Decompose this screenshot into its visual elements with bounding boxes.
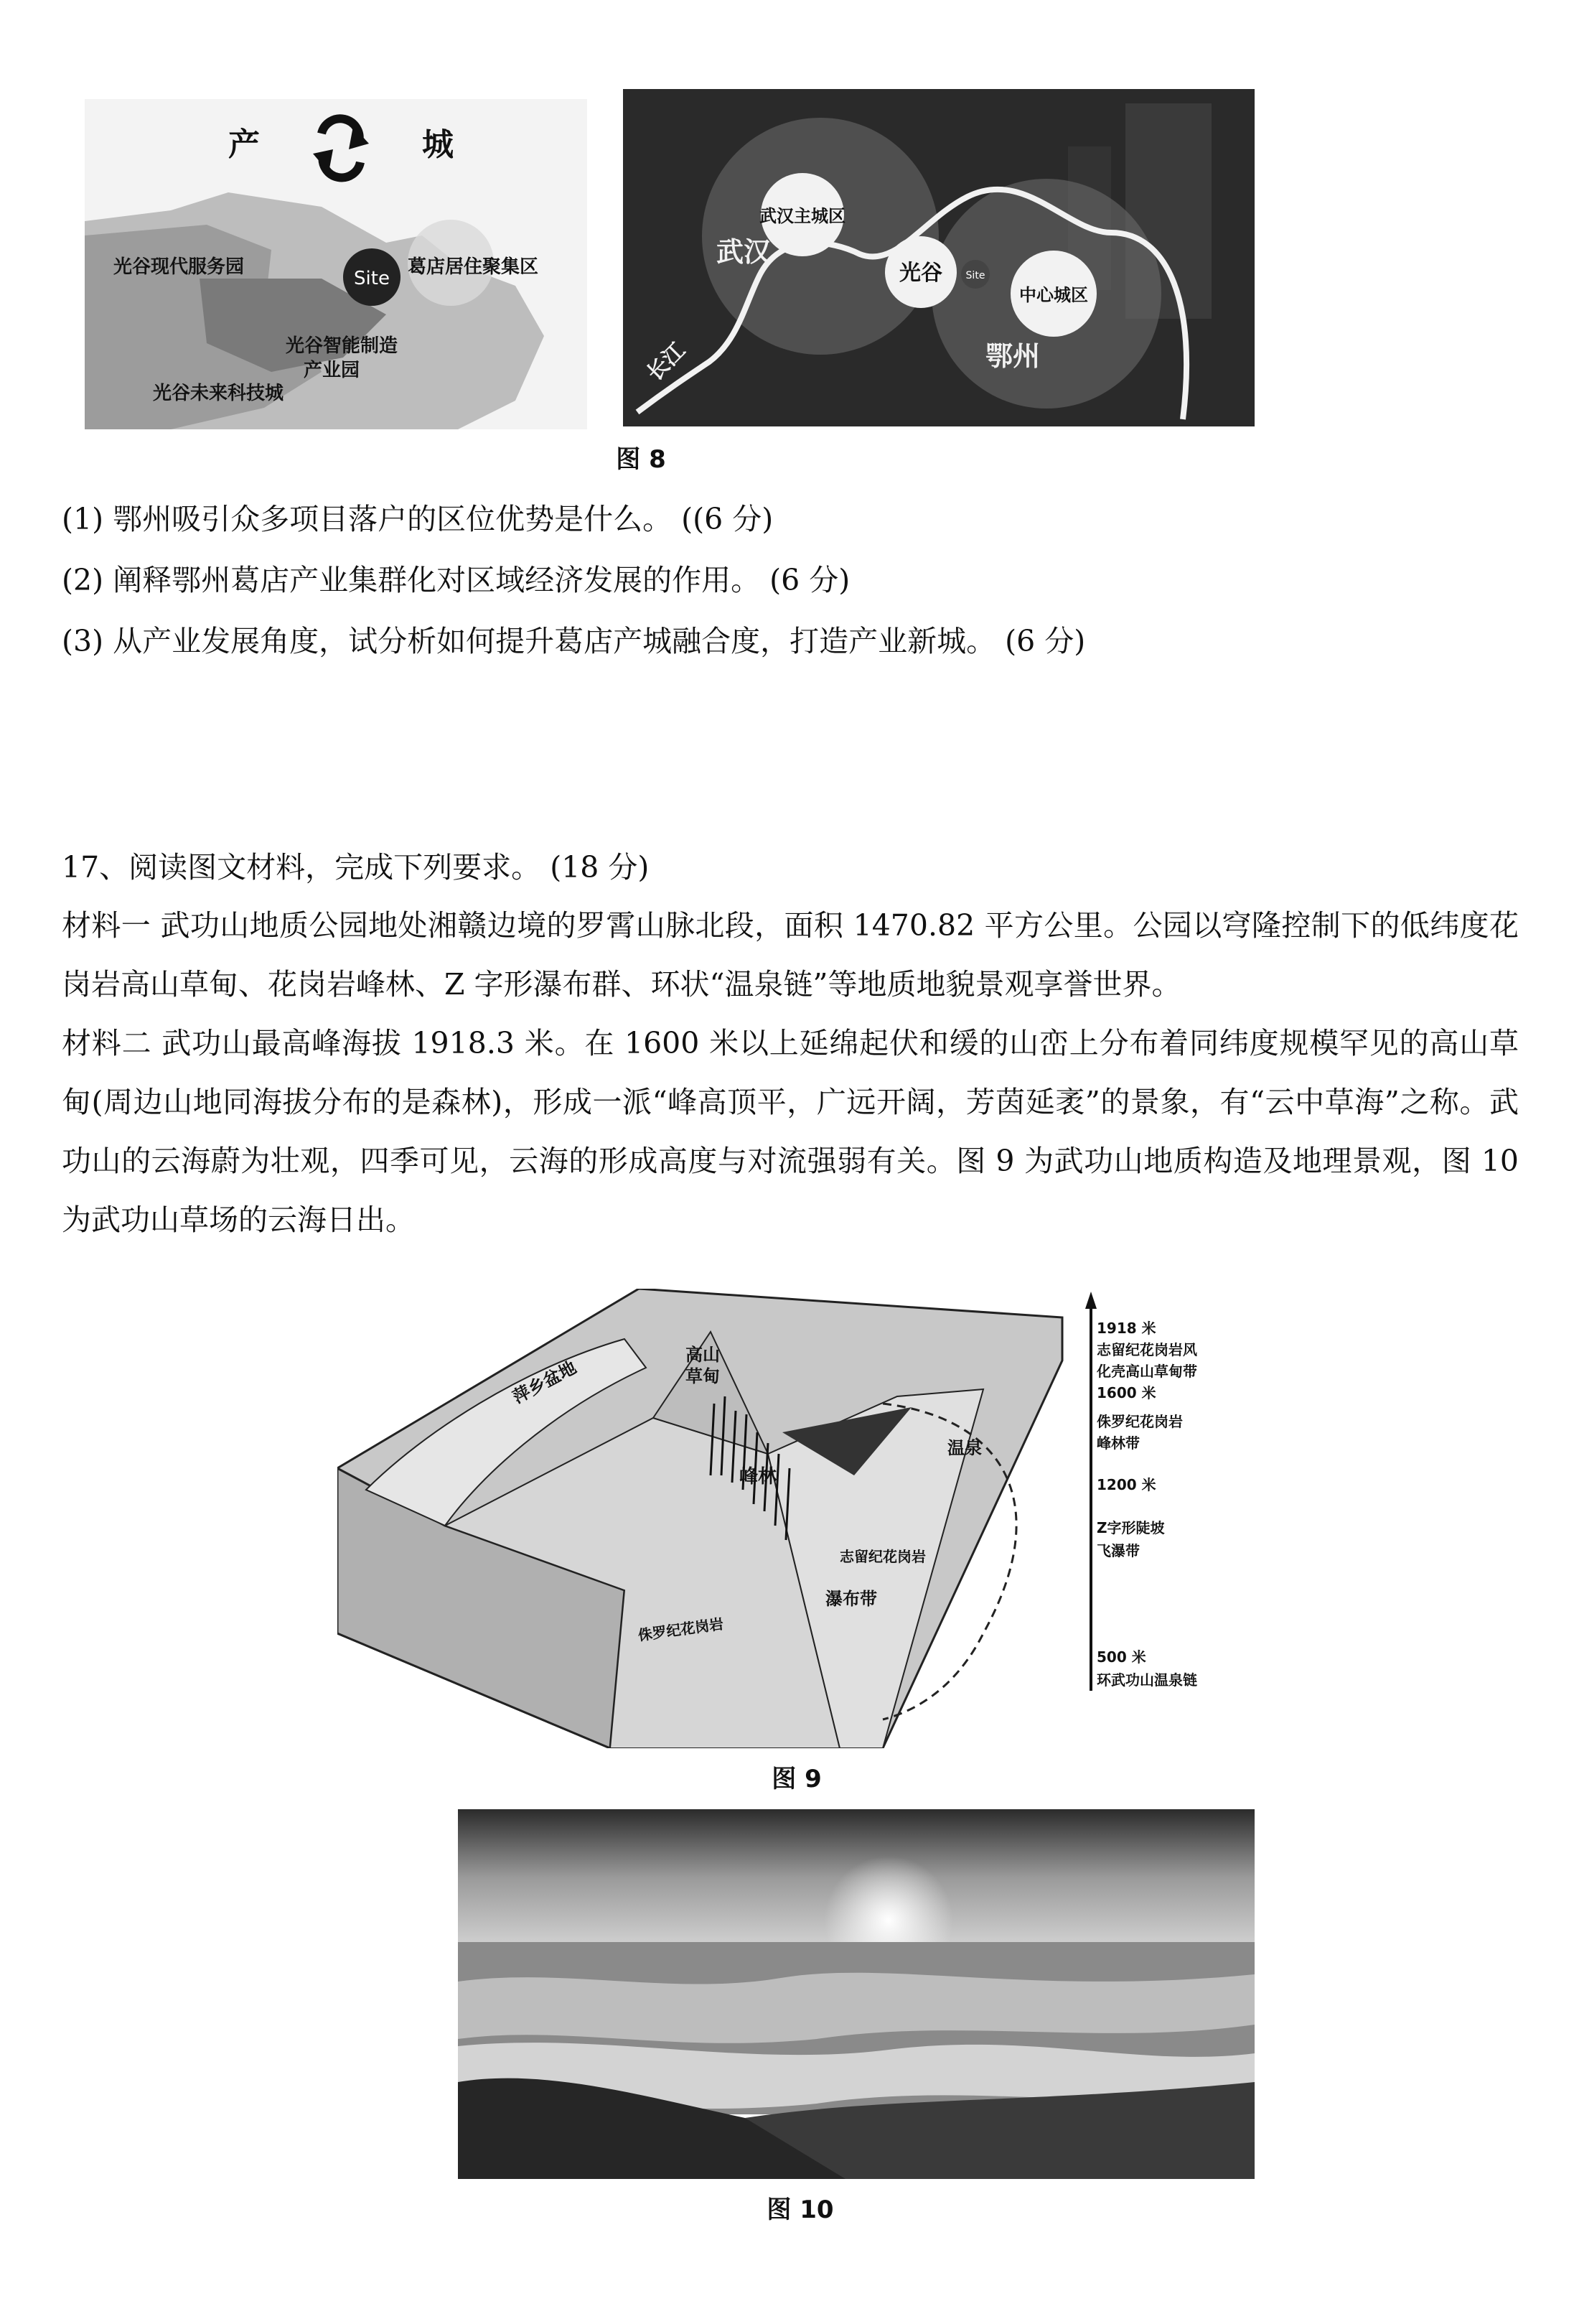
material-1: 材料一 武功山地质公园地处湘赣边境的罗霄山脉北段，面积 1470.82 平方公里。公园以穹隆控制下的低纬度花岗岩高山草甸、花岗岩峰林、Z 字形瀑布群、环状“温泉链”等地质地貌景观享誉世界。 xyxy=(62,908,1519,1002)
residence-label: 葛店居住聚集区 xyxy=(408,256,539,278)
question-16-3: (3) 从产业发展角度，试分析如何提升葛店产城融合度，打造产业新城。 (6 分) xyxy=(62,624,1086,658)
material-2: 材料二 武功山最高峰海拔 1918.3 米。在 1600 米以上延绵起伏和缓的山峦上分布着同纬度规模罕见的高山草甸(周边山地同海拔分布的是森林)，形成一派“峰高顶平，广远开阔，芳茵延袤”的景象，有“云中草海”之称。武功山的云海蔚为壮观，四季可见，云海的形成高度与对流强弱有关。图 9 为武功山地质构造及地理景观，图 10 为武功山草场的云海日出。 xyxy=(62,1026,1519,1237)
svg-text:1200 米: 1200 米 xyxy=(1097,1476,1156,1493)
scale-entry xyxy=(1097,1476,1166,1559)
svg-text:飞瀑带: 飞瀑带 xyxy=(1097,1542,1140,1559)
geology-block-diagram xyxy=(337,1289,1252,1748)
question-17-header: 17、阅读图文材料，完成下列要求。 (18 分) xyxy=(62,850,650,885)
guanggu-label: 光谷 xyxy=(899,261,942,286)
silurian-label: 志留纪花岗岩 xyxy=(840,1548,926,1565)
fig8-right-map xyxy=(623,89,1255,426)
wuhan-ezhou-map xyxy=(623,89,1255,426)
cloud-sea-sunrise xyxy=(458,1809,1255,2179)
fig10-cloud-sea-photo xyxy=(458,1809,1255,2179)
svg-text:峰林带: 峰林带 xyxy=(1097,1434,1140,1452)
meadow-label-2: 草甸 xyxy=(685,1366,720,1386)
svg-text:环武功山温泉链: 环武功山温泉链 xyxy=(1097,1671,1197,1689)
question-16-2: (2) 阐释鄂州葛店产业集群化对区域经济发展的作用。 (6 分) xyxy=(62,563,851,597)
cycle-arrows-icon xyxy=(313,118,369,177)
waterfall-label: 瀑布带 xyxy=(825,1589,877,1609)
jurassic-label: 侏罗纪花岗岩 xyxy=(637,1615,725,1644)
cloud-wave xyxy=(458,1973,1255,2043)
ezhou-label: 鄂州 xyxy=(985,340,1041,372)
cheng-label: 城 xyxy=(422,126,454,163)
svg-text:Z字形陡坡: Z字形陡坡 xyxy=(1097,1519,1165,1536)
hot-spring-label: 温泉 xyxy=(947,1438,982,1458)
wuhan-core-label: 武汉主城区 xyxy=(759,206,845,226)
manufacturing-label-2: 产业园 xyxy=(304,360,360,381)
manufacturing-label-1: 光谷智能制造 xyxy=(286,335,398,357)
changjiang-label: 长江 xyxy=(642,337,690,386)
svg-text:化壳高山草甸带: 化壳高山草甸带 xyxy=(1097,1363,1197,1380)
svg-text:1600 米: 1600 米 xyxy=(1097,1384,1156,1401)
fig10-caption: 图 10 xyxy=(767,2195,834,2224)
chan-label: 产 xyxy=(228,126,260,163)
service-park-label: 光谷现代服务园 xyxy=(113,256,245,278)
fig8-caption: 图 8 xyxy=(616,445,666,474)
future-tech-label: 光谷未来科技城 xyxy=(153,383,284,404)
site-label: Site xyxy=(354,268,390,289)
scale-entry xyxy=(1097,1648,1197,1689)
fig9-caption: 图 9 xyxy=(772,1765,822,1793)
basin-label: 萍乡盆地 xyxy=(509,1357,580,1408)
scale-entry xyxy=(1096,1320,1198,1380)
svg-text:1918 米: 1918 米 xyxy=(1097,1320,1156,1337)
svg-text:侏罗纪花岗岩: 侏罗纪花岗岩 xyxy=(1097,1413,1183,1430)
fig8-left-map xyxy=(85,99,587,429)
axis-arrow-icon xyxy=(1085,1292,1097,1309)
center-label: 中心城区 xyxy=(1019,285,1088,305)
scale-entry xyxy=(1097,1384,1183,1452)
question-16-1: (1) 鄂州吸引众多项目落户的区位优势是什么。 ((6 分) xyxy=(62,502,774,536)
fig9-geology-block xyxy=(337,1289,1252,1748)
industry-city-map xyxy=(85,99,587,429)
peak-forest-label: 峰林 xyxy=(739,1466,777,1488)
meadow-label-1: 高山 xyxy=(685,1345,720,1365)
site-label: Site xyxy=(965,270,985,281)
svg-text:志留纪花岗岩风: 志留纪花岗岩风 xyxy=(1097,1341,1197,1358)
svg-text:500 米: 500 米 xyxy=(1097,1648,1146,1666)
wuhan-label: 武汉 xyxy=(716,236,772,268)
